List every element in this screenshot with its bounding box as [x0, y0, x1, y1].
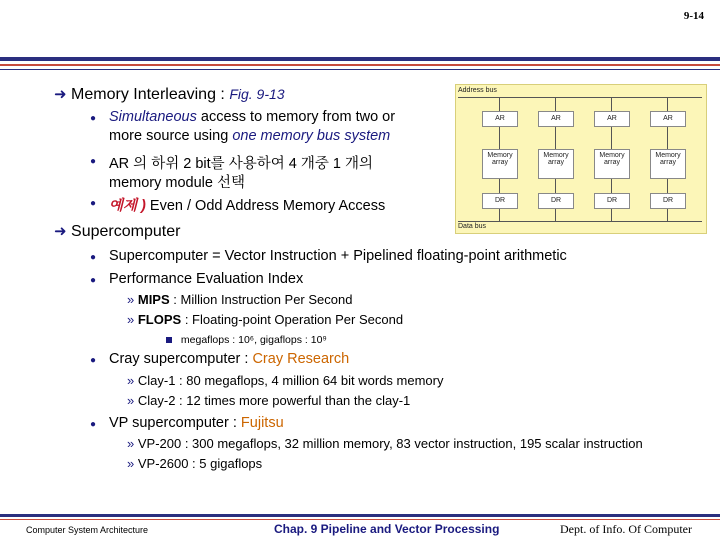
double-chevron-icon: »: [127, 373, 135, 388]
data-register: DR: [594, 193, 630, 209]
item-text: VP-200 : 300 megaflops, 32 million memory, 83 vector instruction, 195 scalar instruction: [137, 436, 643, 451]
interleaving-diagram: [455, 84, 707, 234]
address-bus-label: Address bus: [458, 87, 497, 94]
address-register: AR: [482, 111, 518, 127]
sub-item: [127, 393, 410, 408]
item-text: more source using: [109, 128, 233, 144]
list-item: [90, 109, 396, 125]
term-label: MIPS: [137, 292, 170, 307]
example-label: 예제 ): [109, 198, 146, 214]
list-item-continuation: [109, 128, 390, 144]
data-bus-line: [458, 221, 702, 222]
footer-department: Dept. of Info. Of Computer: [560, 522, 692, 536]
dot-bullet-icon: ●: [90, 252, 97, 263]
list-item: [90, 194, 386, 214]
data-register: DR: [482, 193, 518, 209]
item-text: : Million Instruction Per Second: [169, 292, 353, 307]
list-item: [90, 415, 284, 431]
section-supercomputer: [54, 222, 180, 241]
address-register: AR: [538, 111, 574, 127]
item-text: megaflops : 10⁶, gigaflops : 10⁹: [180, 334, 327, 346]
list-item: [90, 248, 567, 264]
section-interleaving: [54, 85, 285, 104]
double-chevron-icon: »: [127, 393, 135, 408]
item-text: Supercomputer = Vector Instruction + Pipelined floating-point arithmetic: [109, 248, 567, 264]
vendor-name: Cray Research: [252, 351, 350, 367]
item-text: AR 의 하위 2 bit를 사용하여 4 개중 1 개의: [109, 156, 373, 172]
double-chevron-icon: »: [127, 456, 135, 471]
address-bus-line: [458, 97, 702, 98]
header-rule: [0, 57, 720, 61]
item-text: VP-2600 : 5 gigaflops: [137, 456, 263, 471]
list-item: [90, 271, 304, 287]
item-text: Cray supercomputer :: [109, 351, 253, 367]
memory-array: Memory array: [538, 149, 574, 179]
sub-sub-item: [166, 334, 327, 346]
item-text: : Floating-point Operation Per Second: [181, 312, 404, 327]
footer-chapter: Chap. 9 Pipeline and Vector Processing: [274, 522, 500, 536]
emphasis-text: Simultaneous: [109, 109, 197, 125]
vendor-name: Fujitsu: [240, 415, 284, 431]
double-chevron-icon: »: [127, 436, 135, 451]
memory-array: Memory array: [650, 149, 686, 179]
dot-bullet-icon: ●: [90, 156, 97, 167]
data-register: DR: [538, 193, 574, 209]
address-register: AR: [594, 111, 630, 127]
item-text: Clay-1 : 80 megaflops, 4 million 64 bit words memory: [137, 373, 444, 388]
sub-item: [127, 292, 352, 307]
item-text: Even / Odd Address Memory Access: [145, 198, 386, 214]
page-number: 9-14: [683, 10, 704, 22]
sub-item: [127, 373, 443, 388]
dot-bullet-icon: ●: [90, 275, 97, 286]
item-text: Performance Evaluation Index: [109, 271, 304, 287]
address-register: AR: [650, 111, 686, 127]
sub-item: [127, 312, 403, 327]
emphasis-text: one memory bus system: [232, 128, 391, 144]
footer-course: Computer System Architecture: [26, 525, 149, 535]
data-register: DR: [650, 193, 686, 209]
sub-item: [127, 436, 643, 451]
dot-bullet-icon: ●: [90, 198, 97, 209]
memory-array: Memory array: [482, 149, 518, 179]
list-item: [90, 152, 373, 172]
double-chevron-icon: »: [127, 312, 135, 327]
arrow-bullet-icon: ➜: [54, 223, 67, 240]
footer-rule-accent: [0, 519, 720, 520]
footer-rule: [0, 514, 720, 517]
section-title: Memory Interleaving :: [71, 86, 230, 103]
item-text: access to memory from two or: [196, 109, 396, 125]
memory-array: Memory array: [594, 149, 630, 179]
dot-bullet-icon: ●: [90, 113, 97, 124]
dot-bullet-icon: ●: [90, 355, 97, 366]
data-bus-label: Data bus: [458, 223, 487, 230]
item-text: memory module 선택: [109, 175, 245, 191]
square-bullet-icon: [166, 337, 172, 343]
dot-bullet-icon: ●: [90, 419, 97, 430]
figure-reference: Fig. 9-13: [229, 86, 285, 102]
header-rule-thin: [0, 69, 720, 70]
arrow-bullet-icon: ➜: [54, 86, 67, 103]
item-text: VP supercomputer :: [109, 415, 241, 431]
list-item: [90, 351, 350, 367]
term-label: FLOPS: [137, 312, 182, 327]
item-text: Clay-2 : 12 times more powerful than the clay-1: [137, 393, 411, 408]
double-chevron-icon: »: [127, 292, 135, 307]
sub-item: [127, 456, 262, 471]
section-title: Supercomputer: [71, 223, 181, 240]
header-rule-accent: [0, 64, 720, 66]
